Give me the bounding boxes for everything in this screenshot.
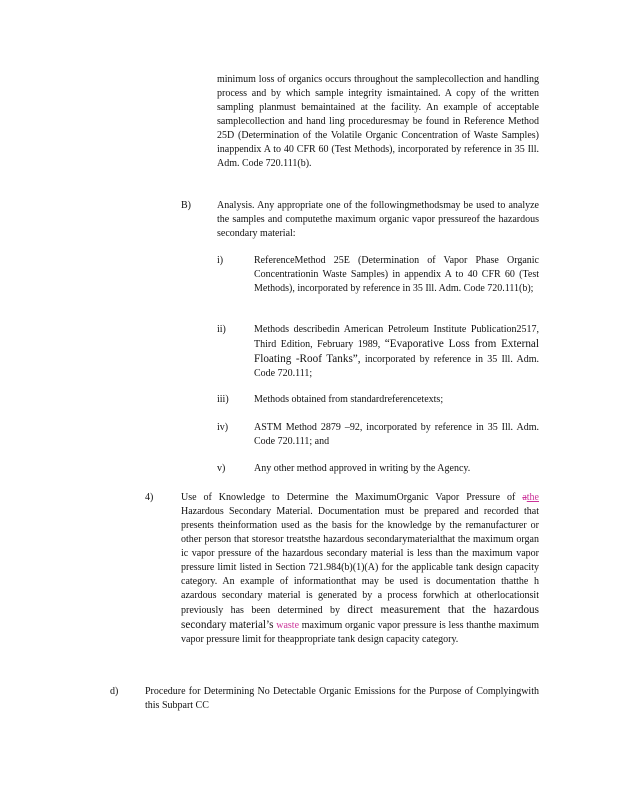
- item-label-d: d): [110, 686, 119, 697]
- item-label-iii: iii): [217, 394, 229, 405]
- method-iv-text: ASTM Method 2879 –92, incorporated by reference in 35 Ill. Adm. Code 720.111; and: [254, 422, 539, 447]
- method-ii: [254, 323, 539, 381]
- method-v: [254, 462, 539, 476]
- analysis-paragraph: [217, 199, 539, 241]
- item-label-ii: ii): [217, 324, 226, 335]
- analysis-text: Analysis. Any appropriate one of the followingmethodsmay be used to analyze the samples and computethe maximum organic vapor pressureof the hazardous secondary material:: [217, 200, 539, 239]
- use-of-knowledge-body-1: Hazardous Secondary Material. Documentation must be prepared and recorded that presents theinformation used as the basis for the knowledge by the remanufacturer or other person that storesor treatsthe hazardous secondarymaterialthat the maximum organ ic vapor pressure of the hazardous secondary material is less than the maximum vapor pressure limit listed in Section 721.984(b)(1)(A) for the applicable tank design capacity category. An example of informationthat may be used is documentation thatthe h azardous secondary material is generated by a process forwhich at otherlocationsit previously has been determined by: [181, 506, 539, 616]
- method-i-text: ReferenceMethod 25E (Determination of Vapor Phase Organic Concentrationin Waste Samples) in appendix A to 40 CFR 60 (Test Methods), incorporated by reference in 35 Ill. Adm. Code 720.111(b);: [254, 255, 539, 294]
- continuation-paragraph: [217, 73, 539, 171]
- use-of-knowledge-paragraph: [181, 491, 539, 647]
- method-iii-text: Methods obtained from standardreferencetexts;: [254, 394, 444, 405]
- method-iv: [254, 421, 539, 449]
- item-label-iv: iv): [217, 422, 229, 433]
- method-iii: [254, 393, 539, 407]
- deleted-text: a: [522, 492, 527, 503]
- use-of-knowledge-body-2: maximum organic vapor pressure is less thanthe maximum vapor pressure limit for theappropriate tank design capacity category.: [181, 620, 539, 645]
- method-ii-text-a: Methods describedin American Petroleum Institute Publication2517, Third Edition, February 1989,: [254, 324, 539, 350]
- procedure-text: Procedure for Determining No Detectable Organic Emissions for the Purpose of Complyingwith this Subpart CC: [145, 686, 539, 711]
- item-label-v: v): [217, 463, 226, 474]
- inserted-word: waste: [276, 620, 300, 631]
- item-label-B: B): [181, 200, 191, 211]
- inserted-text: the: [526, 492, 539, 503]
- use-of-knowledge-lead: Use of Knowledge to Determine the MaximumOrganic Vapor Pressure of: [181, 492, 516, 503]
- method-i: [254, 254, 539, 296]
- method-ii-title: “Evaporative Loss from External Floating -Roof Tanks”,: [254, 338, 539, 365]
- method-v-text: Any other method approved in writing by the Agency.: [254, 463, 471, 474]
- item-label-4: 4): [145, 492, 154, 503]
- procedure-heading: [145, 685, 539, 713]
- continuation-text: minimum loss of organics occurs throughout the samplecollection and handling process and by which sample integrity ismaintained. A copy of the written sampling planmust bemaintained at the facility. An example of acceptable samplecollection and hand ling proceduresmay be found in Reference Method 25D (Determination of the Volatile Organic Concentration of Waste Samples) inappendix A to 40 CFR 60 (Test Methods), incorporated by reference in 35 Ill. Adm. Code 720.111(b).: [217, 74, 539, 169]
- method-ii-text-c: incorporated by reference in 35 Ill. Adm. Code 720.111;: [254, 354, 540, 379]
- use-of-knowledge-direct-measurement: direct measurement that the hazardous secondary material’s: [181, 604, 540, 631]
- item-label-i: i): [217, 255, 224, 266]
